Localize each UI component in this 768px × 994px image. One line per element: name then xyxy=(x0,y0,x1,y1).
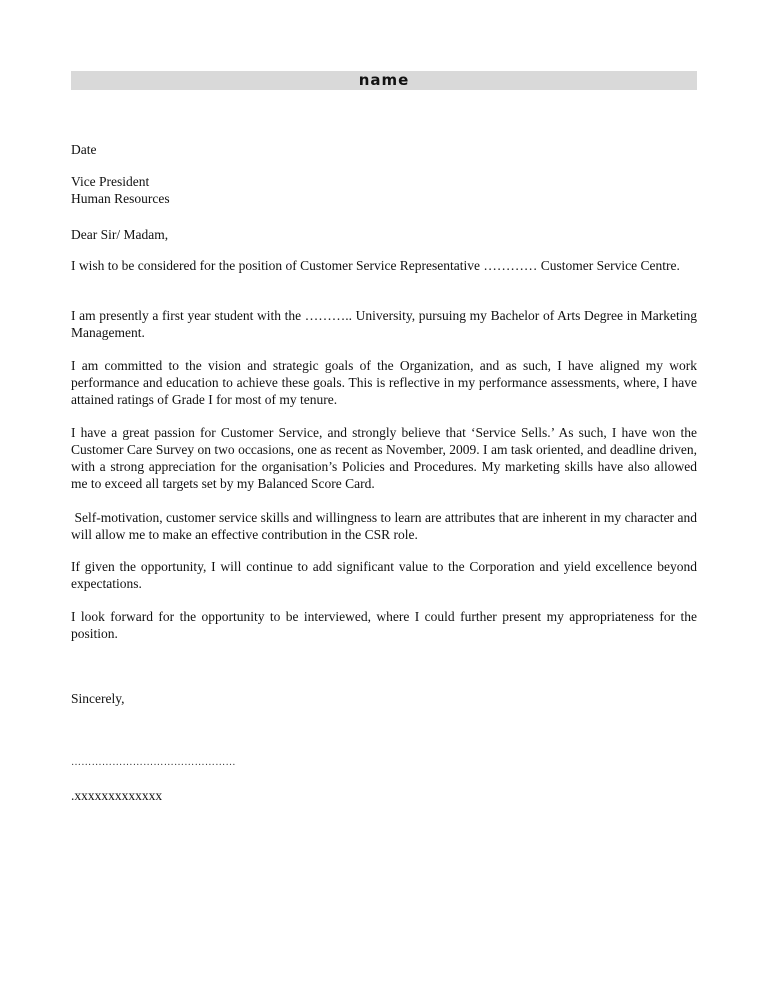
salutation: Dear Sir/ Madam, xyxy=(71,227,169,242)
paragraph-5: Self-motivation, customer service skills and willingness to learn are attributes that are inherent in my character and will allow me to make an effective contribution in the CSR role. xyxy=(71,510,701,542)
paragraph-7: I look forward for the opportunity to be interviewed, where I could further present my appropriateness for the position. xyxy=(71,609,697,641)
name-header-bar xyxy=(71,71,697,90)
paragraph-1: I wish to be considered for the position of Customer Service Representative ………… Customer Service Centre. xyxy=(71,258,680,273)
header-name: name xyxy=(358,71,410,89)
closing: Sincerely, xyxy=(71,691,125,706)
signature-name: .xxxxxxxxxxxxx xyxy=(71,788,163,803)
paragraph-6: If given the opportunity, I will continue to add significant value to the Corporation and yield excellence beyond expectations. xyxy=(71,559,697,591)
paragraph-4: I have a great passion for Customer Service, and strongly believe that ‘Service Sells.’ As such, I have won the Customer Care Survey on two occasions, one as recent as November, 2009. I am task oriented, and deadline driven, with a strong appreciation for the organisation’s Policies and Procedures. My marketing skills have also allowed me to exceed all targets set by my Balanced Score Card. xyxy=(71,425,697,491)
date-line: Date xyxy=(71,142,97,157)
recipient-department: Human Resources xyxy=(71,191,170,206)
paragraph-3: I am committed to the vision and strategic goals of the Organization, and as such, I have aligned my work performance and education to achieve these goals. This is reflective in my performance assessments, where, I have attained ratings of Grade I for most of my tenure. xyxy=(71,358,697,407)
recipient-title: Vice President xyxy=(71,174,150,189)
recipient-block xyxy=(71,173,697,207)
signature-line: ………………………………………… xyxy=(71,757,236,768)
paragraph-2: I am presently a first year student with the ……….. University, pursuing my Bachelor of Arts Degree in Marketing Management. xyxy=(71,308,697,340)
